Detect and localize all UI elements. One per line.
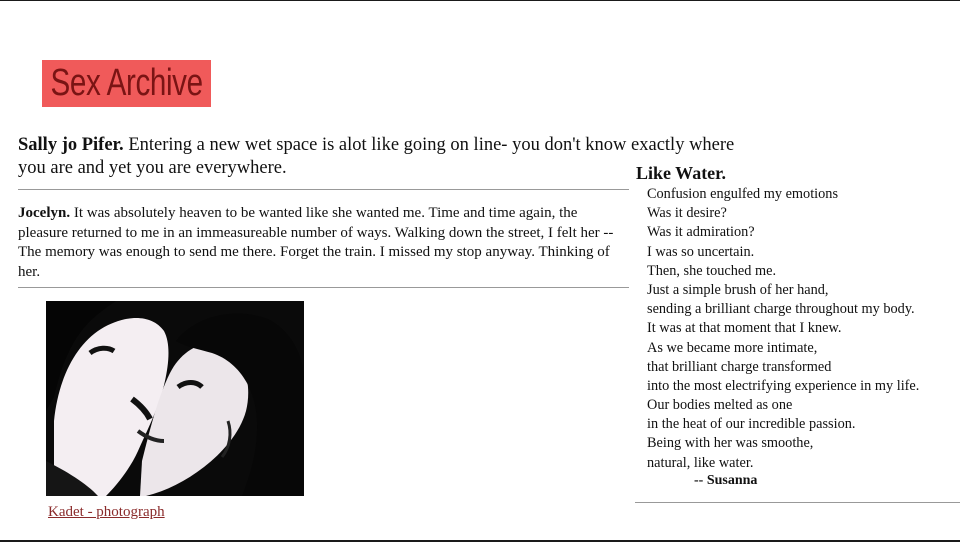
poem-line: As we became more intimate,	[647, 339, 818, 356]
entry-author: Sally jo Pifer.	[18, 135, 124, 155]
top-border	[0, 0, 960, 1]
poem-line: in the heat of our incredible passion.	[647, 416, 856, 433]
poem-line: Being with her was smoothe,	[647, 435, 814, 452]
poem-signature: -- Susanna	[694, 473, 758, 488]
poem-body	[647, 185, 919, 473]
poem-line: natural, like water.	[647, 454, 754, 471]
divider	[18, 287, 629, 288]
divider	[635, 502, 960, 503]
site-title: Sex Archive	[50, 62, 203, 104]
entry-text: Entering a new wet space is alot like going on line- you don't know exactly where you are and yet you are everywhere.	[18, 135, 735, 178]
entry-text: It was absolutely heaven to be wanted like she wanted me. Time and time again, the pleasure returned to me in an immeasureable number of ways. Walking down the street, I felt her -- The memory was enough to send me there. Forget the train. I missed my stop anyway. Thinking of her.	[18, 205, 614, 280]
poem-line: Then, she touched me.	[647, 262, 777, 279]
poem-line: Confusion engulfed my emotions	[647, 186, 839, 202]
poem-line: Our bodies melted as one	[647, 397, 793, 414]
site-title-banner	[42, 60, 211, 107]
poem-line: I was so uncertain.	[647, 243, 755, 260]
poem-line: that brilliant charge transformed	[647, 358, 832, 375]
entry-jocelyn	[18, 204, 630, 282]
poem-title: Like Water.	[636, 163, 727, 183]
divider	[18, 189, 629, 190]
kiss-photograph	[46, 301, 304, 496]
poem-line: It was at that moment that I knew.	[647, 320, 842, 337]
poem-line: Was it admiration?	[647, 224, 755, 241]
poem-line: into the most electrifying experience in my life.	[647, 377, 920, 394]
poem-line: Just a simple brush of her hand,	[647, 281, 829, 298]
poem-line: Was it desire?	[647, 205, 727, 222]
poem-line: sending a brilliant charge throughout my body.	[647, 301, 915, 318]
photo-caption-link[interactable]: Kadet - photograph	[48, 504, 165, 520]
entry-author: Jocelyn.	[18, 205, 71, 221]
